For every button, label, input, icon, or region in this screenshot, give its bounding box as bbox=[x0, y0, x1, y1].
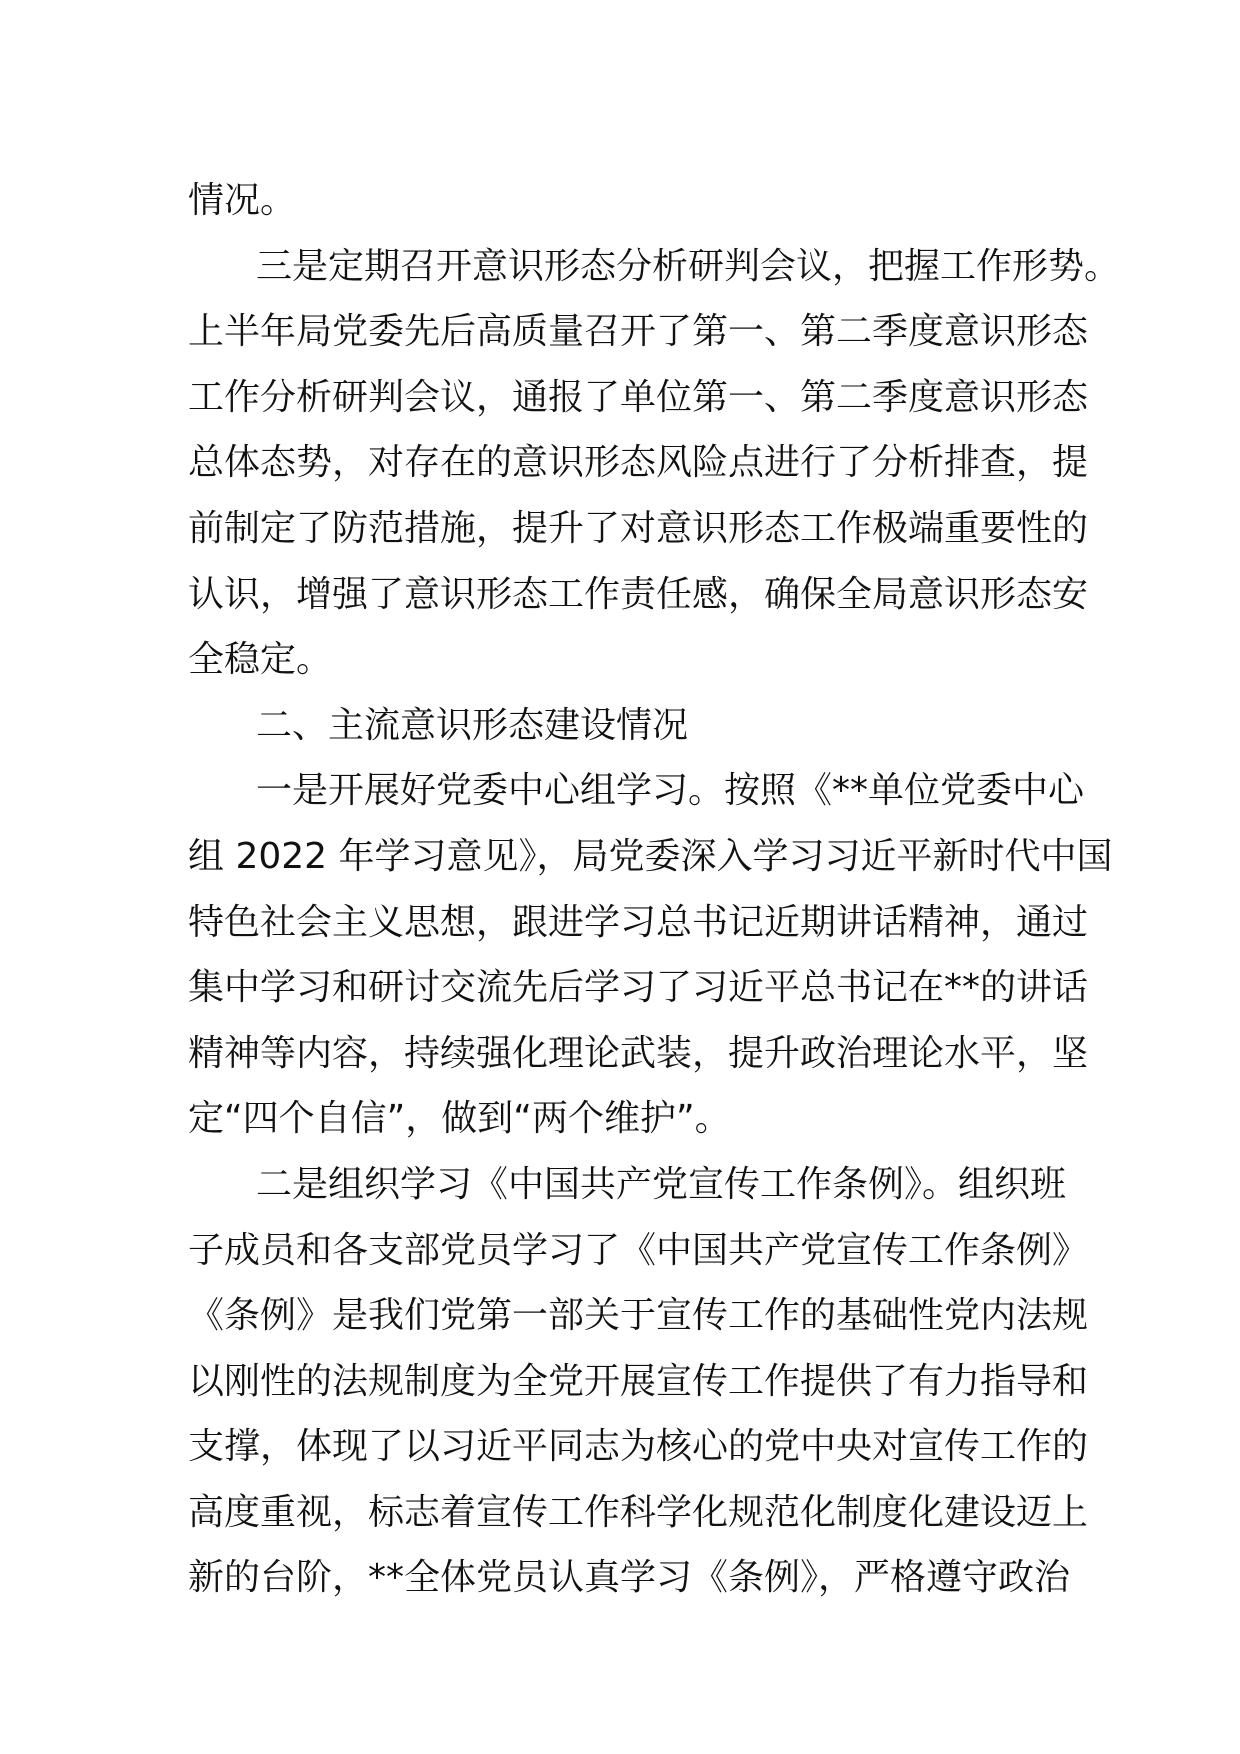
text-line: 定“四个自信”，做到“两个维护”。 bbox=[188, 1098, 731, 1140]
text-line: 新的台阶，**全体党员认真学习《条例》，严格遵守政治 bbox=[188, 1557, 1071, 1599]
text-line: 全稳定。 bbox=[188, 639, 333, 681]
text-line: 组 2022 年学习意见》，局党委深入学习习近平新时代中国 bbox=[188, 835, 1113, 877]
text-line: 前制定了防范措施，提升了对意识形态工作极端重要性的 bbox=[188, 507, 1089, 549]
text-line: 情况。 bbox=[188, 180, 297, 221]
text-line: 子成员和各支部党员学习了《中国共产党宣传工作条例》 bbox=[188, 1229, 1089, 1271]
text-line: 总体态势，对存在的意识形态风险点进行了分析排查，提 bbox=[188, 442, 1089, 484]
text-line: 以刚性的法规制度为全党开展宣传工作提供了有力指导和 bbox=[188, 1360, 1089, 1402]
text-line: 精神等内容，持续强化理论武装，提升政治理论水平，坚 bbox=[188, 1032, 1089, 1074]
text-line: 认识，增强了意识形态工作责任感，确保全局意识形态安 bbox=[188, 573, 1089, 615]
document-body bbox=[188, 168, 1121, 1611]
text-line: 上半年局党委先后高质量召开了第一、第二季度意识形态 bbox=[188, 311, 1089, 353]
section-heading: 二、主流意识形态建设情况 bbox=[256, 704, 689, 746]
text-line: 支撑，体现了以习近平同志为核心的党中央对宣传工作的 bbox=[188, 1426, 1089, 1468]
text-line: 特色社会主义思想，跟进学习总书记近期讲话精神，通过 bbox=[188, 901, 1089, 943]
paragraph-first-line: 三是定期召开意识形态分析研判会议，把握工作形势。 bbox=[256, 245, 1121, 287]
text-line: 集中学习和研讨交流先后学习了习近平总书记在**的讲话 bbox=[188, 967, 1089, 1009]
paragraph-first-line: 二是组织学习《中国共产党宣传工作条例》。组织班 bbox=[256, 1163, 1067, 1205]
text-line: 工作分析研判会议，通报了单位第一、第二季度意识形态 bbox=[188, 376, 1089, 418]
text-line: 《条例》是我们党第一部关于宣传工作的基础性党内法规 bbox=[188, 1295, 1089, 1337]
paragraph-first-line: 一是开展好党委中心组学习。按照《**单位党委中心 bbox=[256, 770, 1085, 812]
text-line: 高度重视，标志着宣传工作科学化规范化制度化建设迈上 bbox=[188, 1491, 1089, 1533]
